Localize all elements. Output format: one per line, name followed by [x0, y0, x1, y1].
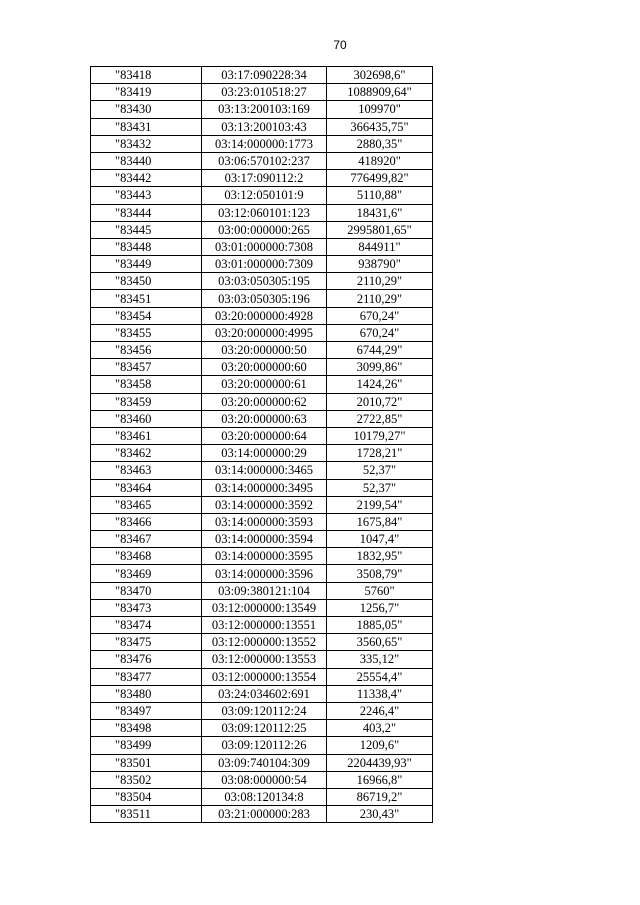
value-cell: 670,24"	[327, 307, 433, 324]
table-row	[91, 342, 433, 359]
table-row	[91, 273, 433, 290]
row-id-cell: "83454	[91, 307, 202, 324]
value-cell: 1256,7"	[327, 599, 433, 616]
table-row	[91, 307, 433, 324]
row-id-cell: "83462	[91, 445, 202, 462]
table-row	[91, 788, 433, 805]
table-row	[91, 238, 433, 255]
cadastral-number-cell: 03:09:120112:26	[202, 737, 327, 754]
value-cell: 16966,8"	[327, 771, 433, 788]
row-id-cell: "83443	[91, 187, 202, 204]
row-id-cell: "83432	[91, 135, 202, 152]
table-row	[91, 496, 433, 513]
cadastral-number-cell: 03:13:200103:43	[202, 118, 327, 135]
value-cell: 2110,29"	[327, 290, 433, 307]
table-row	[91, 617, 433, 634]
cadastral-number-cell: 03:09:740104:309	[202, 754, 327, 771]
row-id-cell: "83442	[91, 170, 202, 187]
row-id-cell: "83499	[91, 737, 202, 754]
table-row	[91, 359, 433, 376]
row-id-cell: "83460	[91, 410, 202, 427]
table-row	[91, 582, 433, 599]
value-cell: 1047,4"	[327, 531, 433, 548]
cadastral-number-cell: 03:20:000000:4995	[202, 324, 327, 341]
cadastral-number-cell: 03:14:000000:29	[202, 445, 327, 462]
value-cell: 844911"	[327, 238, 433, 255]
cadastral-number-cell: 03:20:000000:50	[202, 342, 327, 359]
table-row	[91, 393, 433, 410]
value-cell: 2246,4"	[327, 702, 433, 719]
table-row	[91, 101, 433, 118]
row-id-cell: "83445	[91, 221, 202, 238]
table-row	[91, 462, 433, 479]
table-row	[91, 152, 433, 169]
row-id-cell: "83504	[91, 788, 202, 805]
row-id-cell: "83459	[91, 393, 202, 410]
row-id-cell: "83463	[91, 462, 202, 479]
value-cell: 418920"	[327, 152, 433, 169]
cadastral-number-cell: 03:14:000000:3593	[202, 513, 327, 530]
cadastral-number-cell: 03:20:000000:64	[202, 427, 327, 444]
cadastral-number-cell: 03:12:060101:123	[202, 204, 327, 221]
table-body	[91, 67, 433, 823]
value-cell: 52,37"	[327, 462, 433, 479]
row-id-cell: "83498	[91, 720, 202, 737]
row-id-cell: "83477	[91, 668, 202, 685]
table-row	[91, 737, 433, 754]
cadastral-number-cell: 03:08:000000:54	[202, 771, 327, 788]
table-row	[91, 599, 433, 616]
cadastral-number-cell: 03:09:120112:25	[202, 720, 327, 737]
cadastral-number-cell: 03:14:000000:1773	[202, 135, 327, 152]
cadastral-number-cell: 03:03:050305:196	[202, 290, 327, 307]
row-id-cell: "83502	[91, 771, 202, 788]
cadastral-number-cell: 03:09:380121:104	[202, 582, 327, 599]
table-row	[91, 256, 433, 273]
row-id-cell: "83431	[91, 118, 202, 135]
value-cell: 366435,75"	[327, 118, 433, 135]
cadastral-number-cell: 03:00:000000:265	[202, 221, 327, 238]
row-id-cell: "83464	[91, 479, 202, 496]
table-row	[91, 685, 433, 702]
table-row	[91, 702, 433, 719]
cadastral-number-cell: 03:20:000000:4928	[202, 307, 327, 324]
value-cell: 938790"	[327, 256, 433, 273]
value-cell: 86719,2"	[327, 788, 433, 805]
table-row	[91, 118, 433, 135]
row-id-cell: "83475	[91, 634, 202, 651]
value-cell: 1728,21"	[327, 445, 433, 462]
table-row	[91, 720, 433, 737]
value-cell: 3560,65"	[327, 634, 433, 651]
data-table	[90, 66, 433, 823]
cadastral-number-cell: 03:20:000000:63	[202, 410, 327, 427]
value-cell: 3508,79"	[327, 565, 433, 582]
cadastral-number-cell: 03:24:034602:691	[202, 685, 327, 702]
value-cell: 10179,27"	[327, 427, 433, 444]
row-id-cell: "83476	[91, 651, 202, 668]
value-cell: 403,2"	[327, 720, 433, 737]
value-cell: 1885,05"	[327, 617, 433, 634]
value-cell: 18431,6"	[327, 204, 433, 221]
cadastral-number-cell: 03:12:000000:13553	[202, 651, 327, 668]
row-id-cell: "83456	[91, 342, 202, 359]
table-row	[91, 376, 433, 393]
table-row	[91, 531, 433, 548]
table-row	[91, 754, 433, 771]
table-row	[91, 204, 433, 221]
cadastral-number-cell: 03:12:050101:9	[202, 187, 327, 204]
row-id-cell: "83469	[91, 565, 202, 582]
value-cell: 776499,82"	[327, 170, 433, 187]
table-row	[91, 135, 433, 152]
row-id-cell: "83467	[91, 531, 202, 548]
value-cell: 2722,85"	[327, 410, 433, 427]
table-row	[91, 445, 433, 462]
value-cell: 2204439,93"	[327, 754, 433, 771]
cadastral-number-cell: 03:12:000000:13552	[202, 634, 327, 651]
table-row	[91, 479, 433, 496]
value-cell: 6744,29"	[327, 342, 433, 359]
cadastral-number-cell: 03:23:010518:27	[202, 84, 327, 101]
value-cell: 1424,26"	[327, 376, 433, 393]
value-cell: 670,24"	[327, 324, 433, 341]
cadastral-number-cell: 03:17:090228:34	[202, 67, 327, 84]
table-row	[91, 187, 433, 204]
table-row	[91, 565, 433, 582]
value-cell: 335,12"	[327, 651, 433, 668]
cadastral-number-cell: 03:14:000000:3465	[202, 462, 327, 479]
table-row	[91, 771, 433, 788]
row-id-cell: "83430	[91, 101, 202, 118]
value-cell: 5760"	[327, 582, 433, 599]
row-id-cell: "83501	[91, 754, 202, 771]
row-id-cell: "83444	[91, 204, 202, 221]
cadastral-number-cell: 03:03:050305:195	[202, 273, 327, 290]
value-cell: 1675,84"	[327, 513, 433, 530]
value-cell: 109970"	[327, 101, 433, 118]
cadastral-number-cell: 03:21:000000:283	[202, 806, 327, 823]
table-row	[91, 221, 433, 238]
cadastral-number-cell: 03:13:200103:169	[202, 101, 327, 118]
row-id-cell: "83458	[91, 376, 202, 393]
row-id-cell: "83449	[91, 256, 202, 273]
page-number: 70	[333, 38, 347, 52]
cadastral-number-cell: 03:12:000000:13549	[202, 599, 327, 616]
cadastral-number-cell: 03:20:000000:62	[202, 393, 327, 410]
value-cell: 1209,6"	[327, 737, 433, 754]
cadastral-number-cell: 03:12:000000:13554	[202, 668, 327, 685]
cadastral-number-cell: 03:12:000000:13551	[202, 617, 327, 634]
cadastral-number-cell: 03:01:000000:7308	[202, 238, 327, 255]
row-id-cell: "83468	[91, 548, 202, 565]
row-id-cell: "83461	[91, 427, 202, 444]
cadastral-number-cell: 03:09:120112:24	[202, 702, 327, 719]
table-row	[91, 427, 433, 444]
table-row	[91, 170, 433, 187]
row-id-cell: "83418	[91, 67, 202, 84]
row-id-cell: "83457	[91, 359, 202, 376]
table-row	[91, 410, 433, 427]
table-row	[91, 548, 433, 565]
row-id-cell: "83466	[91, 513, 202, 530]
value-cell: 11338,4"	[327, 685, 433, 702]
cadastral-number-cell: 03:20:000000:60	[202, 359, 327, 376]
value-cell: 2010,72"	[327, 393, 433, 410]
row-id-cell: "83440	[91, 152, 202, 169]
value-cell: 5110,88"	[327, 187, 433, 204]
cadastral-number-cell: 03:06:570102:237	[202, 152, 327, 169]
cadastral-number-cell: 03:14:000000:3495	[202, 479, 327, 496]
row-id-cell: "83497	[91, 702, 202, 719]
row-id-cell: "83465	[91, 496, 202, 513]
value-cell: 1832,95"	[327, 548, 433, 565]
table-row	[91, 806, 433, 823]
row-id-cell: "83480	[91, 685, 202, 702]
row-id-cell: "83455	[91, 324, 202, 341]
value-cell: 25554,4"	[327, 668, 433, 685]
cadastral-number-cell: 03:08:120134:8	[202, 788, 327, 805]
table-row	[91, 290, 433, 307]
row-id-cell: "83450	[91, 273, 202, 290]
row-id-cell: "83511	[91, 806, 202, 823]
row-id-cell: "83448	[91, 238, 202, 255]
row-id-cell: "83473	[91, 599, 202, 616]
value-cell: 3099,86"	[327, 359, 433, 376]
value-cell: 230,43"	[327, 806, 433, 823]
cadastral-number-cell: 03:14:000000:3592	[202, 496, 327, 513]
value-cell: 2110,29"	[327, 273, 433, 290]
row-id-cell: "83474	[91, 617, 202, 634]
row-id-cell: "83451	[91, 290, 202, 307]
cadastral-number-cell: 03:14:000000:3594	[202, 531, 327, 548]
value-cell: 1088909,64"	[327, 84, 433, 101]
cadastral-number-cell: 03:14:000000:3595	[202, 548, 327, 565]
value-cell: 2199,54"	[327, 496, 433, 513]
table-row	[91, 634, 433, 651]
cadastral-number-cell: 03:20:000000:61	[202, 376, 327, 393]
value-cell: 2995801,65"	[327, 221, 433, 238]
cadastral-number-cell: 03:14:000000:3596	[202, 565, 327, 582]
row-id-cell: "83470	[91, 582, 202, 599]
value-cell: 52,37"	[327, 479, 433, 496]
table-row	[91, 651, 433, 668]
table-row	[91, 513, 433, 530]
cadastral-number-cell: 03:17:090112:2	[202, 170, 327, 187]
table-row	[91, 67, 433, 84]
row-id-cell: "83419	[91, 84, 202, 101]
table-row	[91, 84, 433, 101]
value-cell: 2880,35"	[327, 135, 433, 152]
value-cell: 302698,6"	[327, 67, 433, 84]
cadastral-number-cell: 03:01:000000:7309	[202, 256, 327, 273]
table-row	[91, 324, 433, 341]
table-row	[91, 668, 433, 685]
